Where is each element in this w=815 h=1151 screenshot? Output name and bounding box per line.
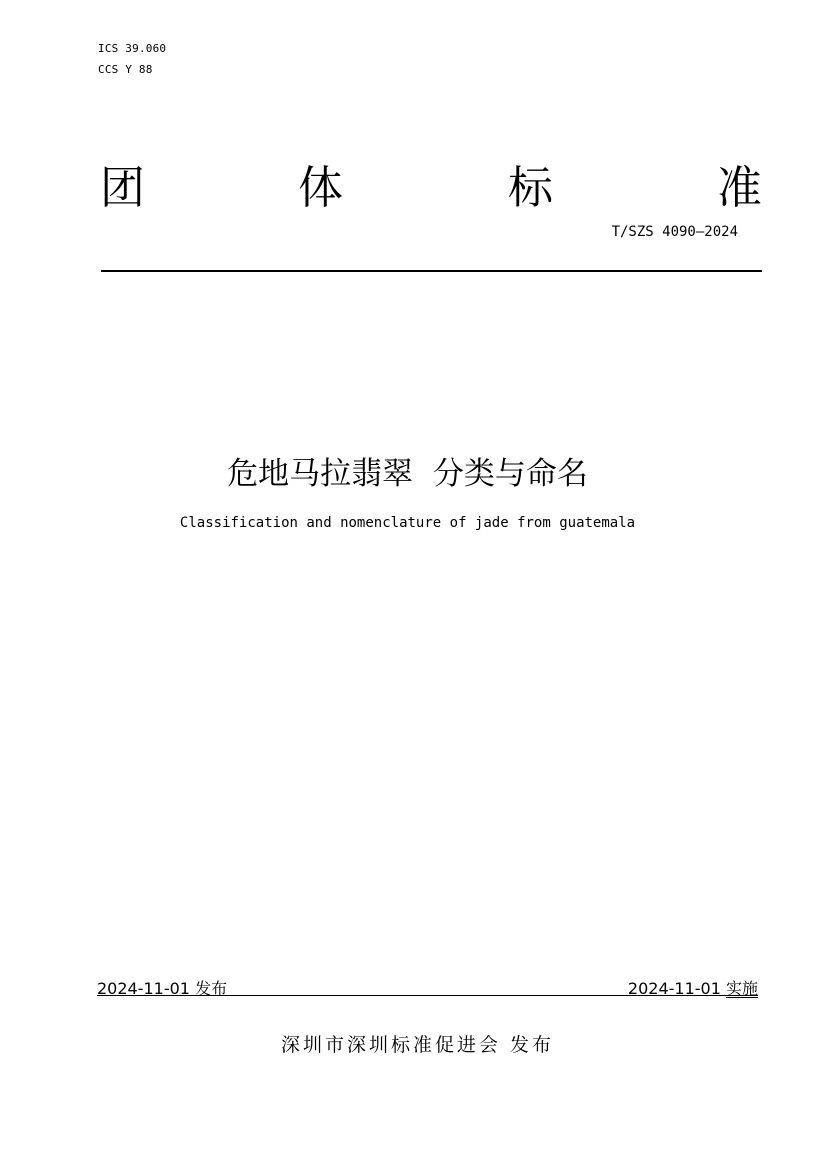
title-english: Classification and nomenclature of jade from guatemala (179, 515, 636, 531)
publish-date: 2024-11-01 (97, 979, 190, 998)
standard-type-char-2: 体 (298, 161, 344, 214)
publish-label: 发布 (195, 979, 228, 998)
implement-label: 实施 (725, 979, 758, 998)
footer-divider (97, 995, 758, 996)
standard-type-char-3: 标 (508, 161, 554, 214)
title-chinese: 危地马拉翡翠 分类与命名 (227, 456, 588, 492)
implement-date: 2024-11-01 (627, 979, 721, 998)
standard-type-char-1: 团 (100, 161, 146, 214)
publisher-line: 深圳市深圳标准促进会 发布 (280, 1034, 555, 1056)
ccs-code: CCS Y 88 (98, 63, 153, 76)
standard-type-heading (100, 160, 762, 220)
ics-code: ICS 39.060 (98, 42, 167, 55)
header-divider (101, 270, 762, 272)
standard-number: T/SZS 4090—2024 (611, 224, 738, 240)
standard-type-char-4: 准 (716, 161, 762, 214)
